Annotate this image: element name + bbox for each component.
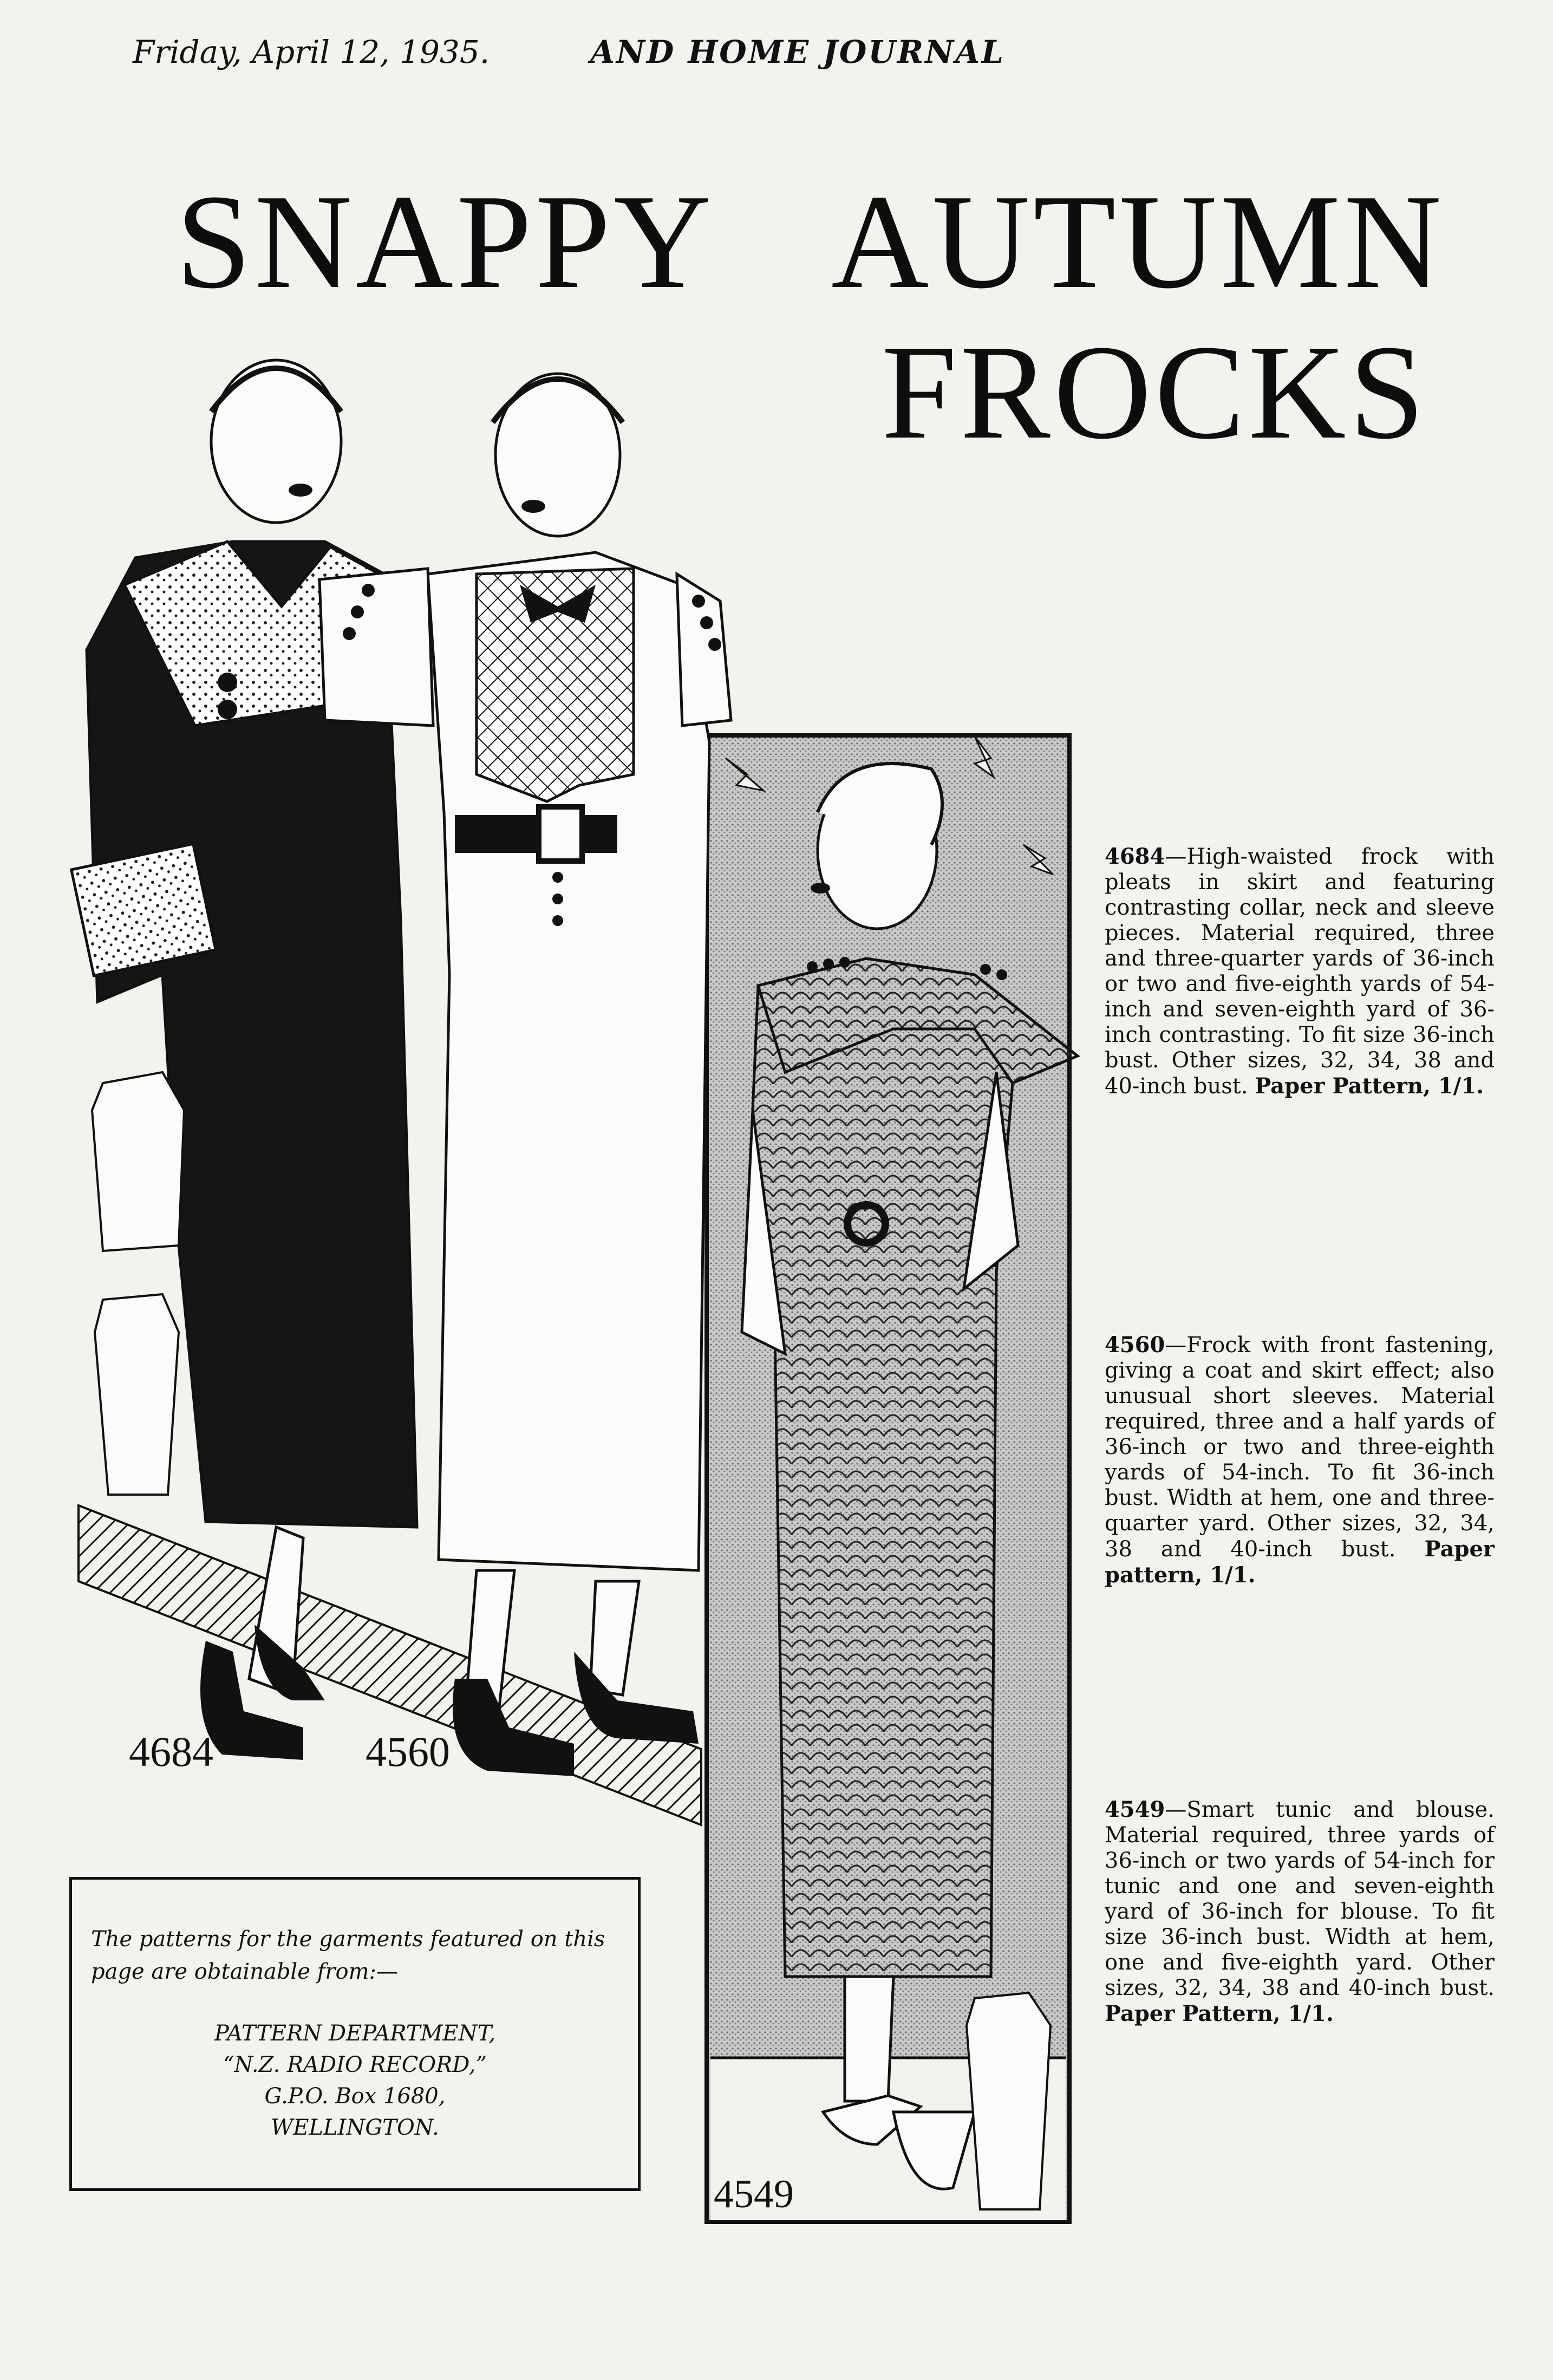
- pattern-text: —High-waisted frock with pleats in skirt and featuring contrasting collar, neck and sleeve pieces. Material required, three and three-quarter yards of 36-inch or two and five-eighth yards of 54-inch and seven-eighth yard of 36-inch contrasting. To fit size 36-inch bust. Other sizes, 32, 34, 38 and 40-inch bust.: [1105, 844, 1495, 1099]
- figure-label-4684: 4684: [129, 1728, 213, 1775]
- pattern-description-4549: [1105, 1797, 1495, 2027]
- pattern-description-4684: [1105, 844, 1495, 1099]
- address-line: WELLINGTON.: [271, 2115, 439, 2140]
- address-line: G.P.O. Box 1680,: [264, 2084, 446, 2109]
- journal-name: AND HOME JOURNAL: [590, 34, 1005, 70]
- notice-address: [72, 2018, 638, 2143]
- pattern-price: Paper Pattern, 1/1.: [1105, 2001, 1334, 2026]
- page-title-snappy: SNAPPY: [176, 167, 715, 317]
- pattern-price: Paper Pattern, 1/1.: [1255, 1073, 1484, 1099]
- page-title-autumn: AUTUMN: [831, 167, 1445, 317]
- pattern-text: —Frock with front fastening, giving a coat and skirt effect; also unusual short sleeves. Material required, three and a half yards of 36-inch or two and three-eighth yards of 54-inch. To fit 36-inch bust. Width at hem, one and three-quarter yard. Other sizes, 32, 34, 38 and 40-inch bust.: [1105, 1333, 1495, 1562]
- address-line: PATTERN DEPARTMENT,: [214, 2021, 496, 2046]
- pattern-number: 4549: [1105, 1797, 1165, 1822]
- pattern-description-4560: [1105, 1332, 1495, 1588]
- page-header: [133, 34, 1107, 77]
- notice-intro: The patterns for the garments featured on this page are obtainable from:—: [91, 1927, 605, 1984]
- pattern-text: —Smart tunic and blouse. Material required, three yards of 36-inch or two yards of 54-inch for tunic and one and seven-eighth yard of 36-inch for blouse. To fit size 36-inch bust. Width at hem, one and five-eighth yard. Other sizes, 32, 34, 38 and 40-inch bust.: [1105, 1797, 1495, 2000]
- pattern-number: 4684: [1105, 844, 1165, 869]
- pattern-price: Paper pattern, 1/1.: [1105, 1536, 1495, 1588]
- pattern-number: 4560: [1105, 1332, 1165, 1358]
- pattern-order-notice: [69, 1877, 641, 2191]
- issue-date: Friday, April 12, 1935.: [133, 34, 490, 70]
- figure-label-4549: 4549: [714, 2172, 794, 2216]
- page-title-frocks: FROCKS: [882, 317, 1428, 467]
- figure-label-4560: 4560: [366, 1728, 450, 1775]
- address-line: “N.Z. RADIO RECORD,”: [223, 2052, 487, 2077]
